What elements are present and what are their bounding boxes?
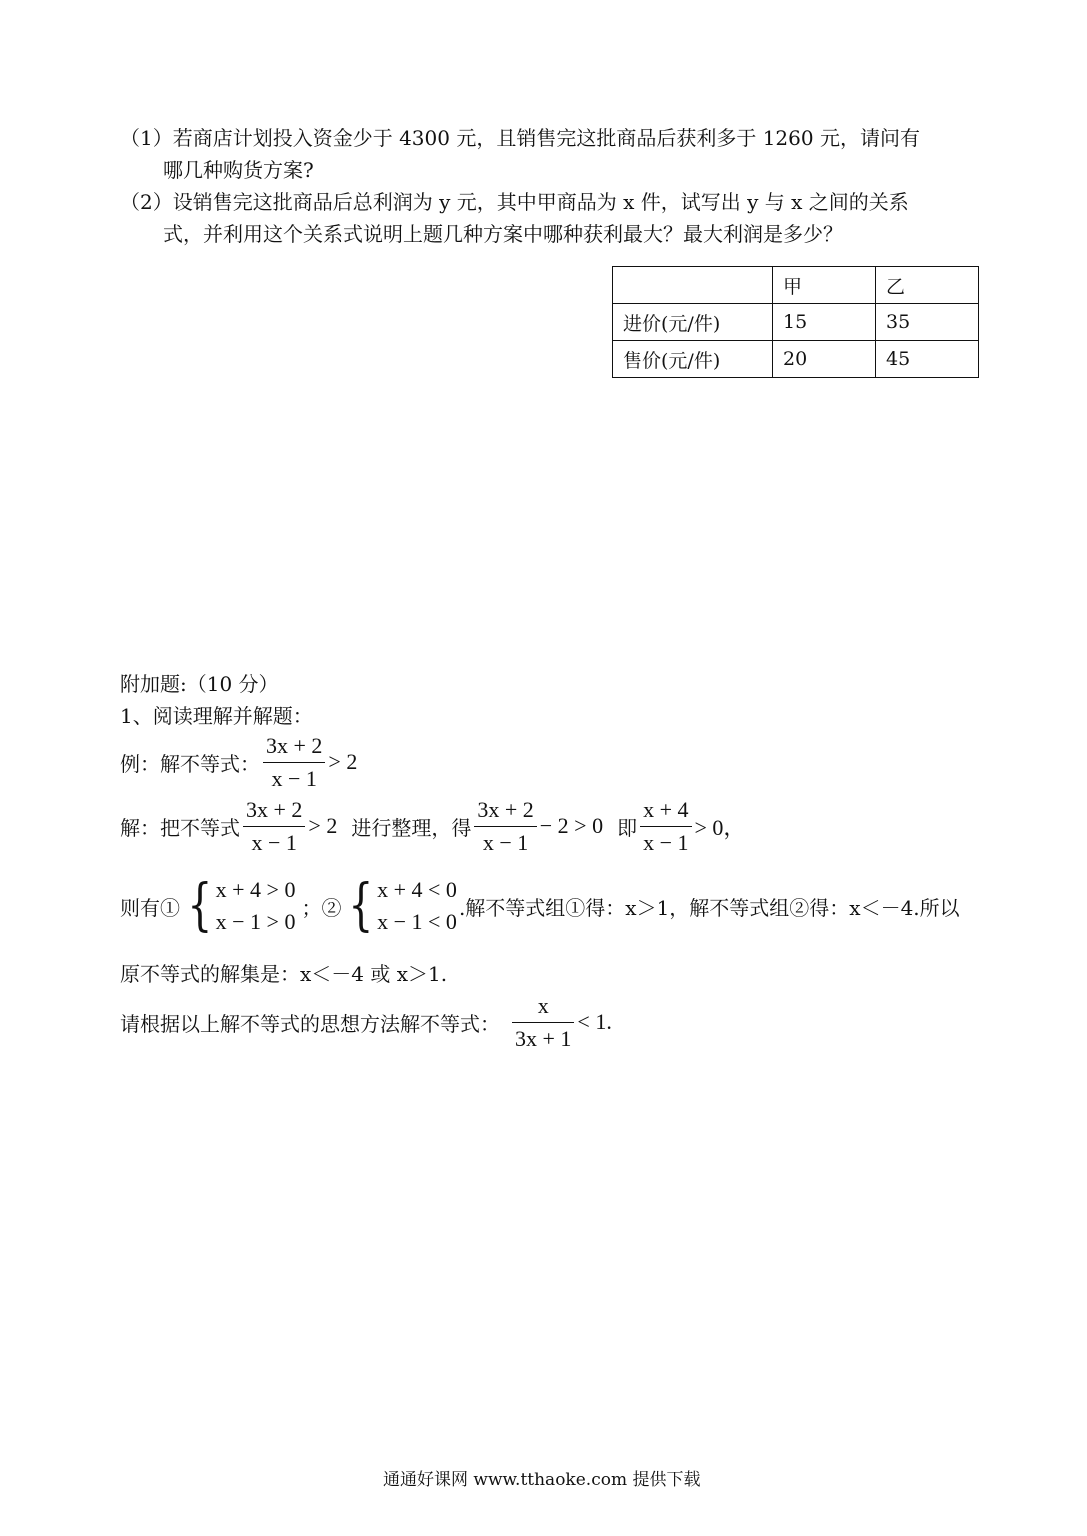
- task-fraction: [512, 991, 574, 1054]
- question-1-line-2: 哪几种购货方案?: [163, 158, 314, 182]
- task-lt-1: < 1.: [577, 1009, 612, 1034]
- example-gt-2: > 2: [328, 749, 358, 774]
- table-cell: [613, 267, 773, 304]
- fraction-numerator: 3x + 2: [477, 796, 534, 822]
- fraction-numerator: 3x + 2: [266, 732, 323, 758]
- solution-ji: 即: [617, 815, 638, 840]
- extra-item-1: 1、阅读理解并解题：: [120, 704, 313, 728]
- solution-label: 解：把不等式: [120, 815, 240, 840]
- solution-gt-2: > 2: [308, 813, 338, 838]
- table-row: [613, 341, 979, 378]
- table-cell: 15: [773, 304, 876, 341]
- solution-fraction-2: [474, 795, 536, 858]
- system-2-row-1: x + 4 < 0: [377, 877, 457, 902]
- fraction-denominator: 3x + 1: [515, 1025, 572, 1051]
- then-label: 则有①: [120, 895, 180, 920]
- table-row: [613, 304, 979, 341]
- table-header-yi: 乙: [876, 267, 979, 304]
- systems-tail-text: .解不等式组①得：x＞1，解不等式组②得：x＜－4.所以: [458, 895, 960, 920]
- brace-icon: {: [348, 873, 374, 938]
- solution-gt-0: > 0，: [694, 814, 746, 840]
- question-1-line-1: （1）若商店计划投入资金少于 4300 元，且销售完这批商品后获利多于 1260 元，请问有: [120, 126, 920, 150]
- table-cell: 35: [876, 304, 979, 341]
- table-row-label: 售价(元/件): [613, 341, 773, 378]
- semicolon-label: ；②: [301, 895, 342, 920]
- task-label: 请根据以上解不等式的思想方法解不等式：: [120, 1011, 500, 1036]
- solution-line: [120, 792, 745, 860]
- table-row-label: 进价(元/件): [613, 304, 773, 341]
- solution-fraction-3: [640, 795, 691, 858]
- solution-fraction-1: [243, 795, 305, 858]
- footer-text: 通通好课网 www.tthaoke.com 提供下载: [383, 1470, 701, 1490]
- fraction-denominator: x − 1: [271, 765, 317, 791]
- result-text: 原不等式的解集是：x＜－4 或 x＞1.: [120, 962, 448, 986]
- inequality-system-1: [182, 874, 295, 938]
- fraction-denominator: x − 1: [251, 829, 297, 855]
- solution-mid-text: 进行整理，得: [351, 815, 472, 840]
- fraction-numerator: x + 4: [643, 796, 689, 822]
- fraction-numerator: 3x + 2: [246, 796, 303, 822]
- systems-line: [120, 872, 960, 940]
- example-line: [120, 728, 357, 796]
- fraction-denominator: x − 1: [643, 829, 689, 855]
- system-2-row-2: x − 1 < 0: [377, 909, 457, 934]
- example-fraction: [263, 731, 325, 794]
- system-1-row-2: x − 1 > 0: [215, 909, 296, 934]
- table-cell: 45: [876, 341, 979, 378]
- task-line: [120, 988, 612, 1056]
- inequality-system-2: [343, 874, 456, 938]
- table-header-row: [613, 267, 979, 304]
- table-header-jia: 甲: [773, 267, 876, 304]
- fraction-denominator: x − 1: [482, 829, 529, 855]
- price-table: [612, 266, 979, 378]
- system-1-row-1: x + 4 > 0: [215, 877, 296, 902]
- table-cell: 20: [773, 341, 876, 378]
- question-2-line-2: 式，并利用这个关系式说明上题几种方案中哪种获利最大？最大利润是多少？: [163, 222, 843, 246]
- question-2-line-1: （2）设销售完这批商品后总利润为 y 元，其中甲商品为 x 件，试写出 y 与 x 之间的关系: [120, 190, 909, 214]
- example-label: 例：解不等式：: [120, 751, 260, 776]
- fraction-numerator: x: [537, 992, 549, 1018]
- solution-minus-2: − 2 > 0: [539, 813, 604, 838]
- extra-title: 附加题:（10 分）: [120, 672, 279, 696]
- brace-icon: {: [187, 873, 213, 938]
